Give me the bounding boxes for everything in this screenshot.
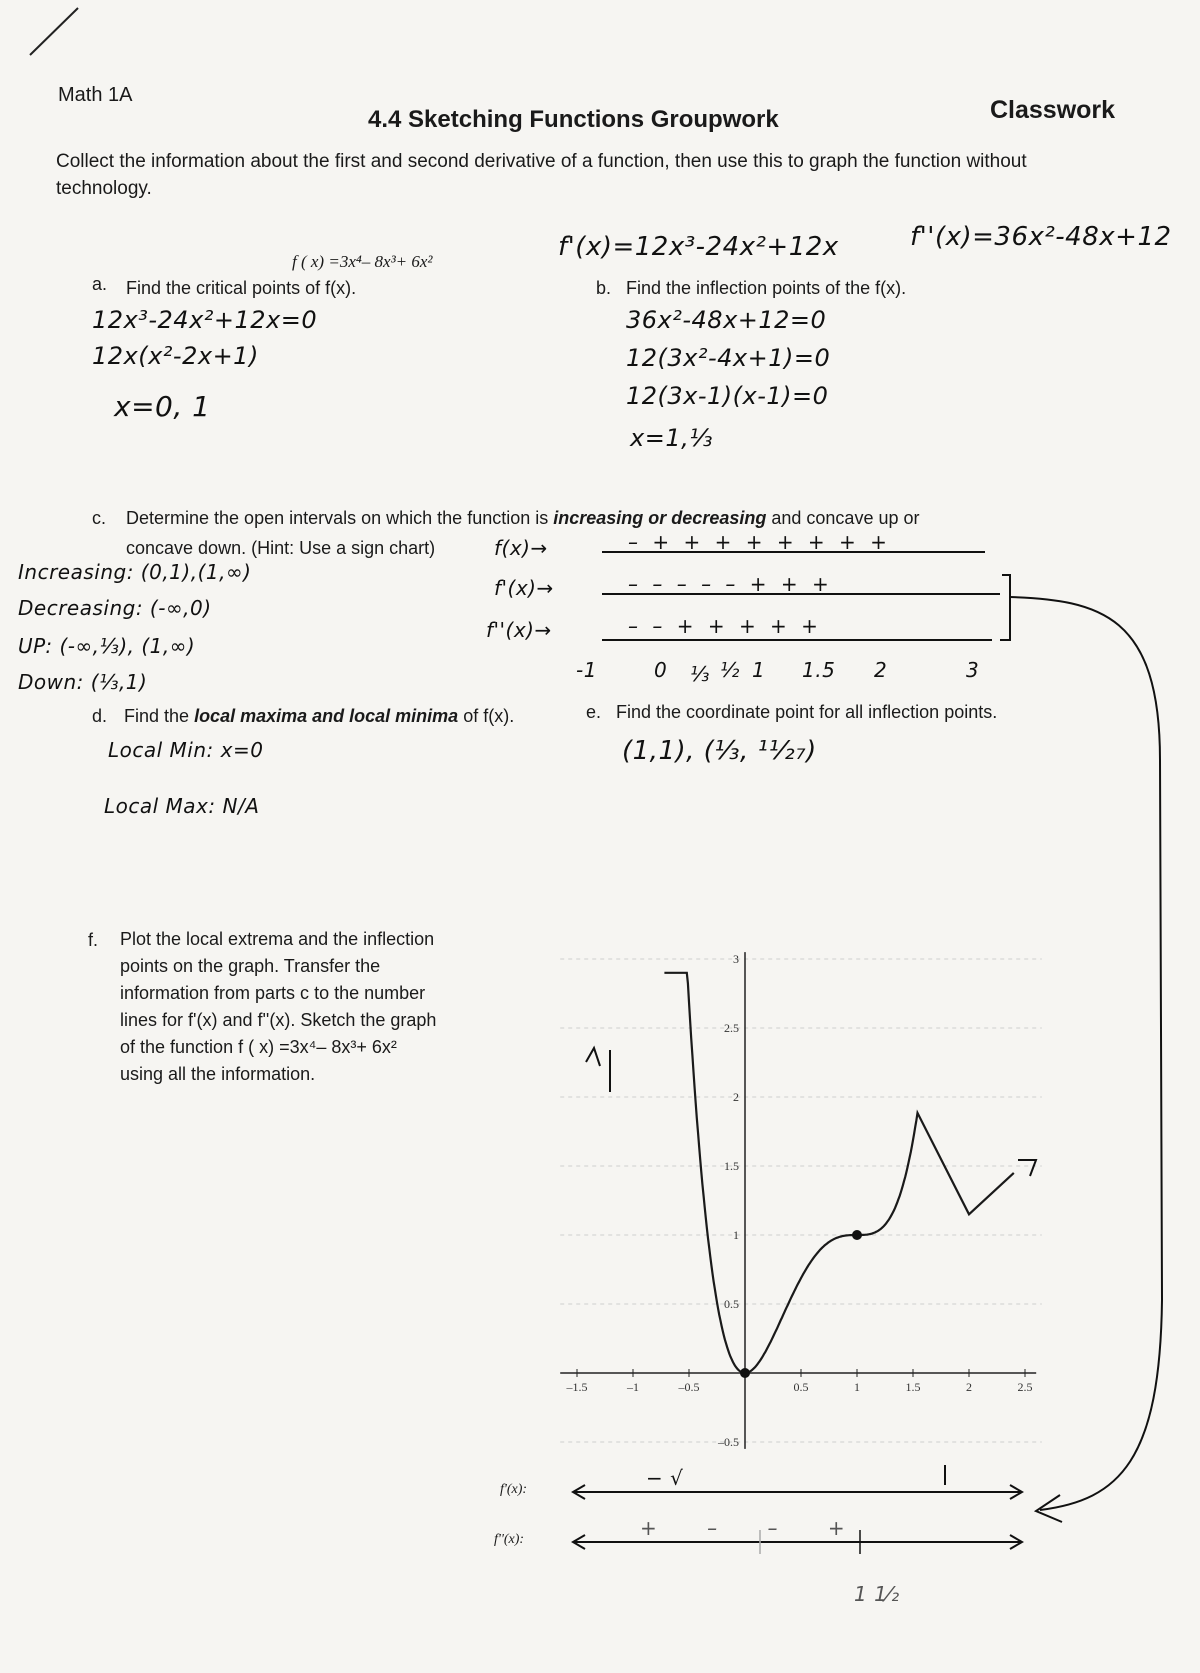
f-double-prime-ticks: 1 1⁄₂ xyxy=(854,1582,900,1606)
x-tick-label: 1.5 xyxy=(905,1380,921,1394)
instructions-text: Collect the information about the first and second derivative of a function, then use this to graph the function without technology. xyxy=(56,151,1027,199)
part-f-line: of the function f ( x) =3x⁴– 8x³+ 6x² xyxy=(120,1037,397,1057)
part-b-work-line: 36x²-48x+12=0 xyxy=(626,306,827,334)
part-d-prompt-emphasis: local maxima and local minima xyxy=(194,706,459,726)
part-a-prompt: Find the critical points of f(x). xyxy=(126,278,357,298)
part-b-answer: x=1,⅓ xyxy=(630,424,713,452)
sign-chart-row-label: f'(x)→ xyxy=(494,576,554,600)
local-min-answer: Local Min: x=0 xyxy=(108,738,264,762)
part-f-line: points on the graph. Transfer the xyxy=(120,956,381,976)
sign-chart-tick: -1 xyxy=(576,658,597,682)
part-f-line: using all the information. xyxy=(120,1064,316,1084)
first-derivative-work: f'(x)=12x³-24x²+12x xyxy=(558,232,839,262)
inflection-coordinates: (1,1), (⅓, ¹¹⁄₂₇) xyxy=(622,736,817,766)
y-tick-label: 2 xyxy=(733,1090,739,1104)
page-title: 4.4 Sketching Functions Groupwork xyxy=(368,106,779,133)
part-e-letter: e. xyxy=(586,702,602,722)
part-c-letter: c. xyxy=(92,508,107,528)
x-tick-label: 0.5 xyxy=(793,1380,809,1394)
part-f-line: information from parts c to the number xyxy=(120,983,426,1003)
concave-up-intervals: UP: (-∞,⅓), (1,∞) xyxy=(18,634,196,658)
part-c-prompt-emphasis: increasing or decreasing xyxy=(553,508,767,528)
part-b-work-line: 12(3x-1)(x-1)=0 xyxy=(626,382,829,410)
part-f-line: lines for f'(x) and f''(x). Sketch the graph xyxy=(120,1010,437,1030)
sign-chart-tick: ½ xyxy=(720,658,740,682)
y-tick-label: 1 xyxy=(733,1228,739,1242)
x-tick-label: 2 xyxy=(966,1380,972,1394)
function-definition: f ( x) =3x⁴– 8x³+ 6x² xyxy=(292,252,433,271)
sign-chart-row-label: f(x)→ xyxy=(494,536,548,560)
x-tick-label: –1.5 xyxy=(566,1380,588,1394)
x-tick-label: –1 xyxy=(627,1380,639,1394)
sign-chart-row-signs: – – + + + + + xyxy=(628,614,822,638)
x-tick-label: 2.5 xyxy=(1017,1380,1033,1394)
y-tick-label: 2.5 xyxy=(724,1021,739,1035)
part-d-prompt-end: of f(x). xyxy=(463,706,515,726)
part-c-prompt-end: and concave up or xyxy=(771,508,920,528)
concave-down-intervals: Down: (⅓,1) xyxy=(18,670,148,694)
course-label: Math 1A xyxy=(58,84,133,106)
y-tick-label: –0.5 xyxy=(718,1435,739,1449)
part-a-work-line: 12x³-24x²+12x=0 xyxy=(92,306,318,334)
f-double-prime-number-line-label: f''(x): xyxy=(494,1532,525,1547)
second-derivative-work: f''(x)=36x²-48x+12 xyxy=(910,222,1172,252)
part-b-letter: b. xyxy=(596,278,612,298)
part-b-work-line: 12(3x²-4x+1)=0 xyxy=(626,344,831,372)
part-a-letter: a. xyxy=(92,274,108,294)
sign-chart-tick: 0 xyxy=(654,658,668,682)
x-tick-label: 1 xyxy=(854,1380,860,1394)
part-a-work-line: 12x(x²-2x+1) xyxy=(92,342,259,370)
y-tick-label: 1.5 xyxy=(724,1159,739,1173)
decreasing-intervals: Decreasing: (-∞,0) xyxy=(18,596,212,620)
sign-chart-row-label: f''(x)→ xyxy=(486,618,552,642)
sign-chart-tick: ⅓ xyxy=(690,662,710,686)
sign-chart-row-signs: – + + + + + + + + xyxy=(628,530,891,554)
y-tick-label: 0.5 xyxy=(724,1297,739,1311)
part-e-prompt: Find the coordinate point for all inflection points. xyxy=(616,702,998,722)
part-f-letter: f. xyxy=(88,930,99,950)
part-d-prompt-start: Find the xyxy=(124,706,190,726)
f-double-prime-marks: + – – + xyxy=(640,1516,867,1540)
part-d-letter: d. xyxy=(92,706,108,726)
f-prime-marks: − √ xyxy=(646,1466,684,1490)
sign-chart-row-signs: – – – – – + + + xyxy=(628,572,833,596)
sign-chart-tick: 1.5 xyxy=(802,658,836,682)
increasing-intervals: Increasing: (0,1),(1,∞) xyxy=(18,560,252,584)
part-c-prompt-line-2: concave down. (Hint: Use a sign chart) xyxy=(126,538,436,558)
x-tick-label: –0.5 xyxy=(678,1380,700,1394)
sign-chart-tick: 1 xyxy=(752,658,766,682)
part-a-answer: x=0, 1 xyxy=(114,390,211,423)
sign-chart-tick: 2 xyxy=(874,658,888,682)
y-tick-label: 3 xyxy=(733,952,739,966)
local-max-answer: Local Max: N/A xyxy=(104,794,260,818)
classwork-label: Classwork xyxy=(990,96,1116,124)
part-c-prompt-start: Determine the open intervals on which the function is xyxy=(126,508,549,528)
part-f-line: Plot the local extrema and the inflection xyxy=(120,929,435,949)
f-prime-number-line-label: f'(x): xyxy=(500,1482,528,1497)
part-b-prompt: Find the inflection points of the f(x). xyxy=(626,278,907,298)
sign-chart-tick: 3 xyxy=(966,658,980,682)
